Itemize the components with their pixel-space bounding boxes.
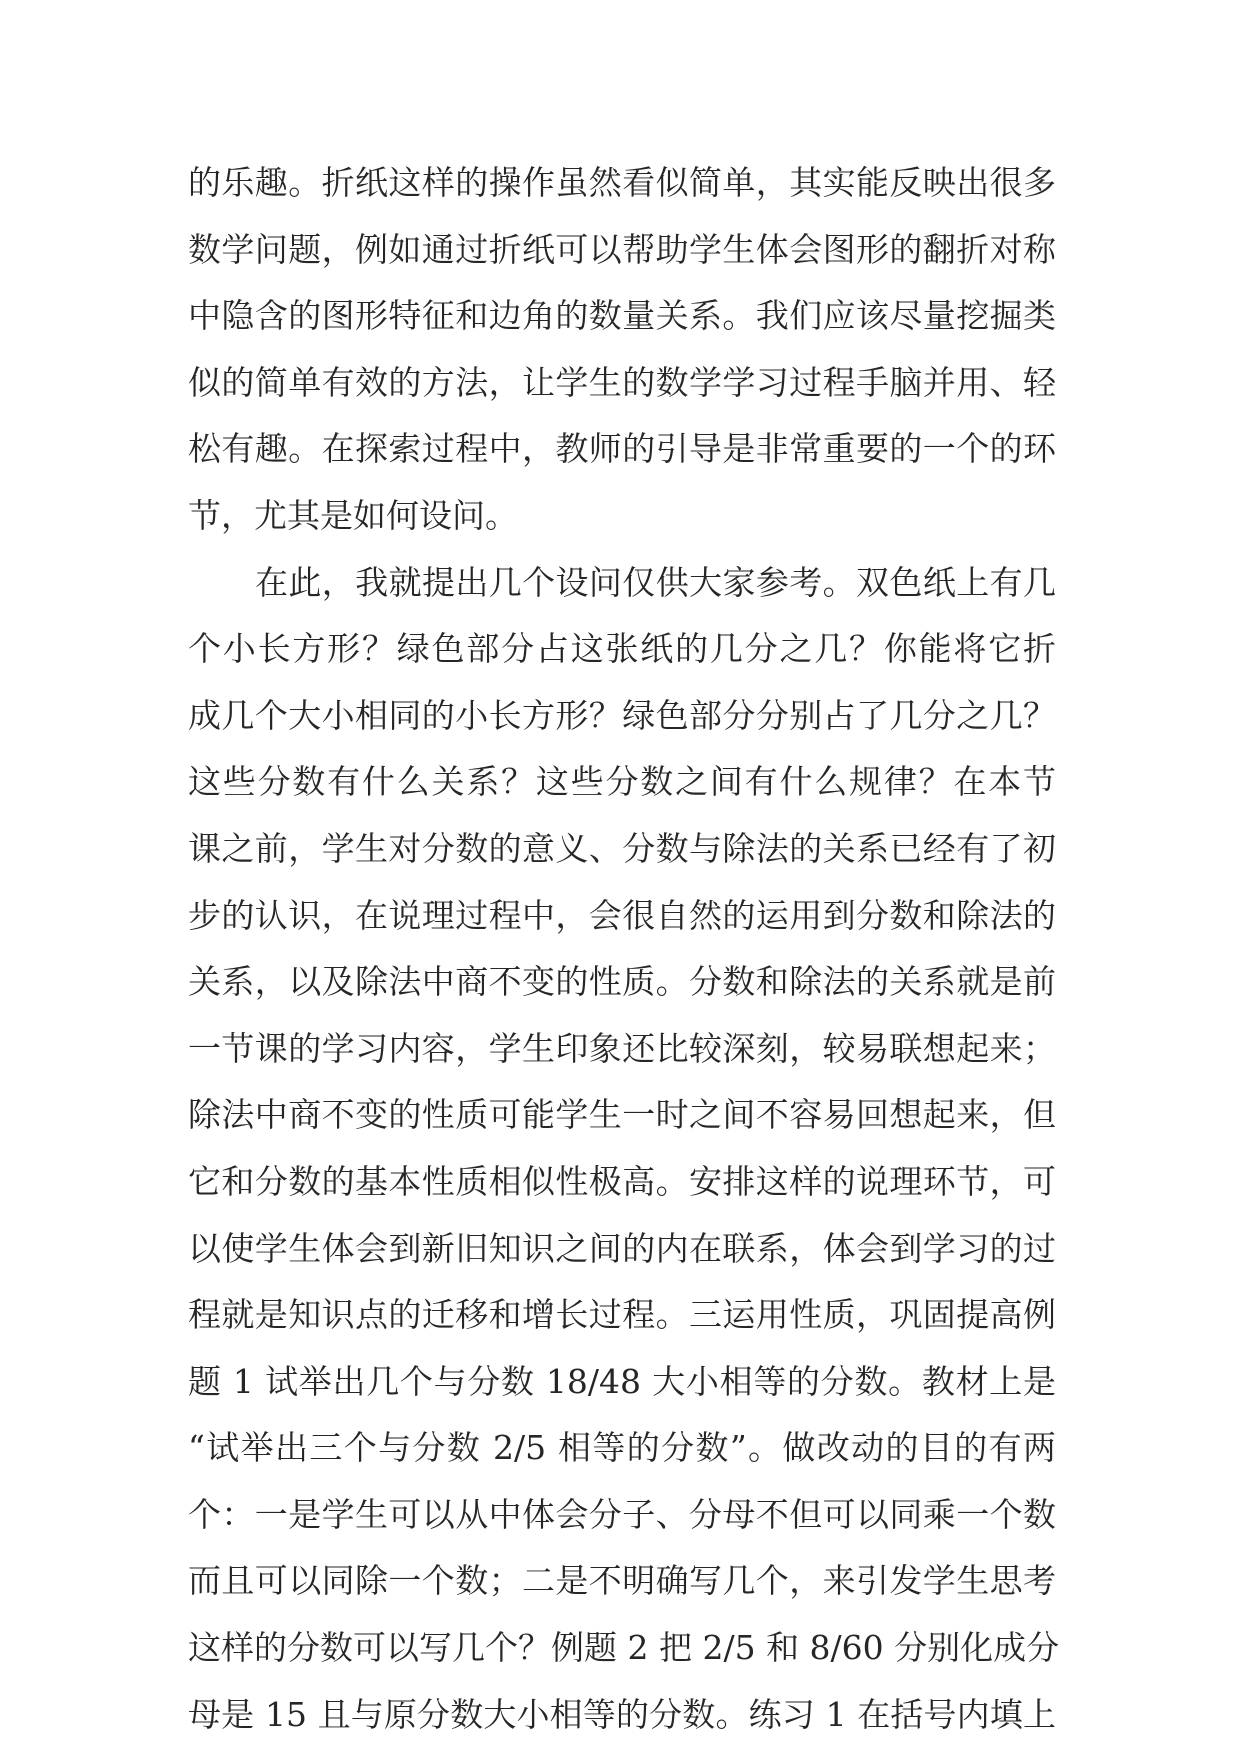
text-line: 成几个大小相同的小长方形？绿色部分分别占了几分之几？ — [188, 695, 1056, 735]
text-line: 而且可以同除一个数；二是不明确写几个，来引发学生思考 — [188, 1561, 1056, 1601]
text-line: 这样的分数可以写几个？例题 2 把 2/5 和 8/60 分别化成分 — [188, 1628, 1060, 1668]
text-line: 一节课的学习内容，学生印象还比较深刻，较易联想起来； — [188, 1028, 1056, 1068]
text-line: 个：一是学生可以从中体会分子、分母不但可以同乘一个数 — [188, 1494, 1056, 1534]
text-line: 数学问题，例如通过折纸可以帮助学生体会图形的翻折对称 — [188, 229, 1056, 269]
text-line: 除法中商不变的性质可能学生一时之间不容易回想起来，但 — [188, 1095, 1056, 1135]
text-line: 中隐含的图形特征和边角的数量关系。我们应该尽量挖掘类 — [188, 296, 1056, 336]
text-line: 以使学生体会到新旧知识之间的内在联系，体会到学习的过 — [188, 1228, 1056, 1268]
text-line: 课之前，学生对分数的意义、分数与除法的关系已经有了初 — [188, 828, 1056, 868]
text-line: 个小长方形？绿色部分占这张纸的几分之几？你能将它折 — [188, 629, 1056, 669]
text-line: 程就是知识点的迁移和增长过程。三运用性质，巩固提高例 — [188, 1295, 1056, 1335]
text-line: 松有趣。在探索过程中，教师的引导是非常重要的一个的环 — [188, 429, 1056, 469]
text-line: 似的简单有效的方法，让学生的数学学习过程手脑并用、轻 — [188, 362, 1056, 402]
text-line: 它和分数的基本性质相似性极高。安排这样的说理环节，可 — [188, 1161, 1056, 1201]
text-line: 在此，我就提出几个设问仅供大家参考。双色纸上有几 — [255, 562, 1056, 602]
text-line: 节，尤其是如何设问。 — [188, 495, 518, 535]
text-line: 题 1 试举出几个与分数 18/48 大小相等的分数。教材上是 — [188, 1361, 1056, 1401]
text-line: 母是 15 且与原分数大小相等的分数。练习 1 在括号内填上 — [188, 1694, 1056, 1734]
text-line: 步的认识，在说理过程中，会很自然的运用到分数和除法的 — [188, 895, 1056, 935]
text-line: 的乐趣。折纸这样的操作虽然看似简单，其实能反映出很多 — [188, 163, 1056, 202]
text-line: “试举出三个与分数 2/5 相等的分数”。做改动的目的有两 — [188, 1428, 1056, 1468]
body-text — [188, 150, 1060, 1748]
text-line: 关系，以及除法中商不变的性质。分数和除法的关系就是前 — [188, 962, 1056, 1002]
text-line: 这些分数有什么关系？这些分数之间有什么规律？在本节 — [188, 762, 1056, 802]
